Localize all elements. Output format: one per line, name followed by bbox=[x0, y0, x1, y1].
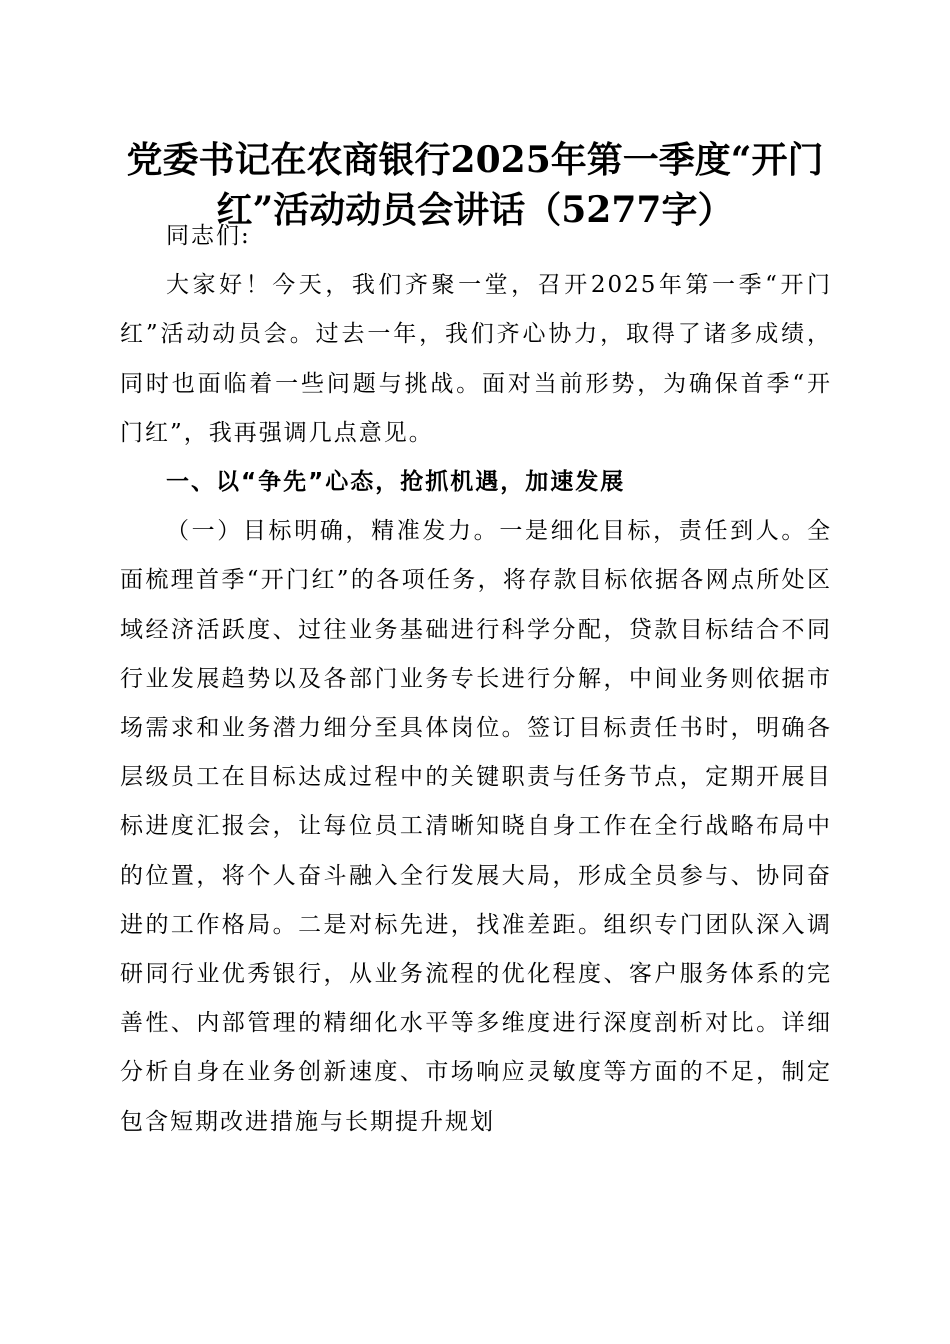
salutation: 同志们: bbox=[166, 223, 251, 249]
paragraph: 大家好！今天，我们齐聚一堂，召开2025年第一季“开门红”活动动员会。过去一年，我们齐心协力，取得了诸多成绩，同时也面临着一些问题与挑战。面对当前形势，为确保首季“开门红”，我再强调几点意见。 bbox=[120, 272, 832, 446]
document-body bbox=[120, 212, 832, 1147]
document-title: 党委书记在农商银行2025年第一季度“开门红”活动动员会讲话（5277字） bbox=[126, 139, 824, 231]
section-heading: 一、以“争先”心态，抢抓机遇，加速发展 bbox=[166, 469, 626, 496]
paragraph: （一）目标明确，精准发力。一是细化目标，责任到人。全面梳理首季“开门红”的各项任务，将存款目标依据各网点所处区域经济活跃度、过往业务基础进行科学分配，贷款目标结合不同行业发展趋势以及各部门业务专长进行分解，中间业务则依据市场需求和业务潜力细分至具体岗位。签订目标责任书时，明确各层级员工在目标达成过程中的关键职责与任务节点，定期开展目标进度汇报会，让每位员工清晰知晓自身工作在全行战略布局中的位置，将个人奋斗融入全行发展大局，形成全员参与、协同奋进的工作格局。二是对标先进，找准差距。组织专门团队深入调研同行业优秀银行，从业务流程的优化程度、客户服务体系的完善性、内部管理的精细化水平等多维度进行深度剖析对比。详细分析自身在业务创新速度、市场响应灵敏度等方面的不足，制定包含短期改进措施与长期提升规划 bbox=[120, 518, 832, 1135]
